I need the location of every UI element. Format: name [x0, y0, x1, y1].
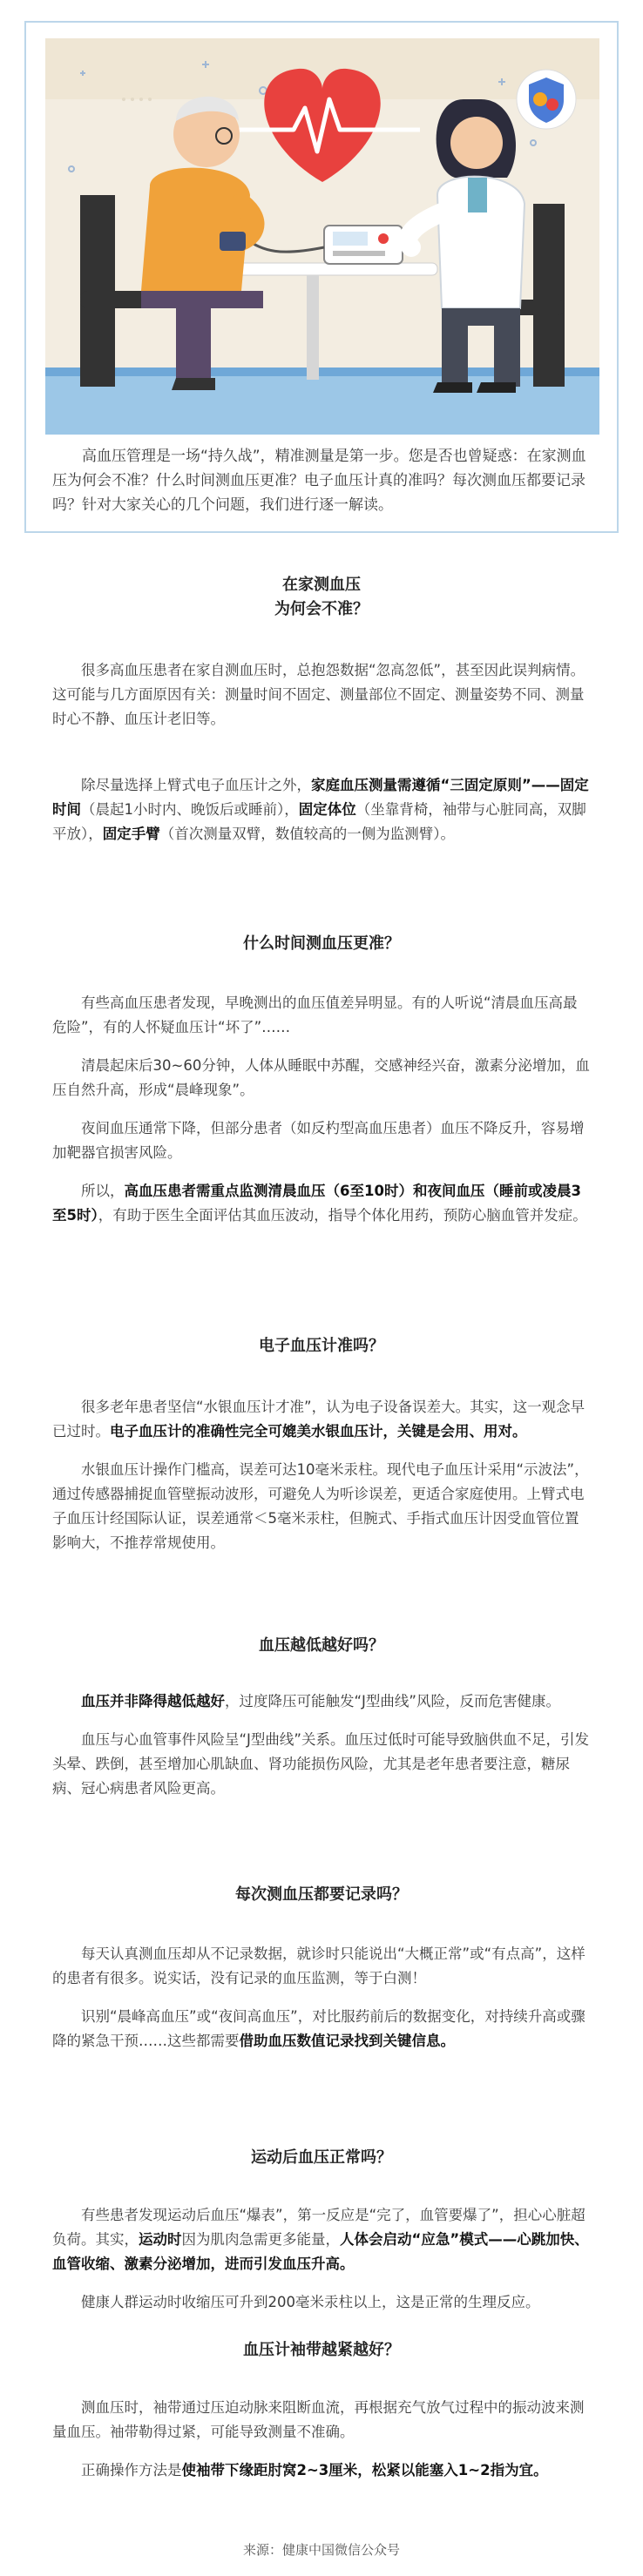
shield-badge-icon [517, 70, 576, 129]
blood-pressure-monitor [324, 226, 403, 264]
emphasis-text: 电子血压计的准确性完全可媲美水银血压计，关键是会用、用对。 [110, 1423, 527, 1440]
paragraph [52, 1179, 591, 1228]
section-5 [52, 1883, 591, 2053]
paragraph [52, 1395, 591, 1444]
paragraph [52, 1689, 591, 1714]
paragraph [52, 1116, 591, 1165]
intro-text: 高血压管理是一场“持久战”，精准测量是第一步。您是否也曾疑惑：在家测血压为何会不准？什么时间测血压更准？电子血压计真的准吗？每次测血压都要记录吗？针对大家关心的几个问题，我们进行逐一解读。 [52, 448, 586, 514]
section-7 [52, 2338, 591, 2483]
text-run: 有些高血压患者发现，早晚测出的血压值差异明显。有的人听说“清晨血压高最危险”，有的人怀疑血压计“坏了”…… [52, 995, 578, 1035]
paragraph [52, 658, 591, 732]
emphasis-text: 使袖带下缘距肘窝2~3厘米，松紧以能塞入1~2指为宜。 [181, 2462, 548, 2478]
paragraph [52, 2203, 591, 2276]
text-run: 正确操作方法是 [81, 2462, 182, 2478]
section-title: 血压越低越好吗？ [259, 1636, 384, 1655]
section-4 [52, 1634, 591, 1801]
text-run: 血压与心血管事件风险呈“J型曲线”关系。血压过低时可能导致脑供血不足，引发头晕、跌倒，甚至增加心肌缺血、肾功能损伤风险，尤其是老年患者要注意，糖尿病、冠心病患者风险更高。 [52, 1731, 589, 1797]
text-run: 所以， [81, 1183, 125, 1199]
text-run: ，过度降压可能触发“J型曲线”风险，反而危害健康。 [225, 1693, 560, 1709]
paragraph [52, 2005, 591, 2053]
text-run: 测血压时，袖带通过压迫动脉来阻断血流，再根据充气放气过程中的振动波来测量血压。袖带勒得过紧，可能导致测量不准确。 [52, 2399, 585, 2440]
hero-illustration [45, 38, 599, 435]
text-run: 健康人群运动时收缩压可升到200毫米汞柱以上，这是正常的生理反应。 [81, 2294, 540, 2310]
doctor-patient-illustration [45, 38, 599, 435]
intro-card [24, 21, 619, 533]
section-title: 电子血压计准吗？ [259, 1337, 384, 1355]
paragraph [52, 2396, 591, 2445]
section-title: 什么时间测血压更准？ [243, 934, 400, 953]
text-run: （坐靠背椅，袖带与心脏同高，双脚平放）， [52, 801, 586, 842]
text-run: ，有助于医生全面评估其血压波动，指导个体化用药，预防心脑血管并发症。 [98, 1207, 587, 1224]
paragraph [52, 991, 591, 1040]
text-run: 很多高血压患者在家自测血压时，总抱怨数据“忽高忽低”，甚至因此误判病情。这可能与几方面原因有关：测量时间不固定、测量部位不固定、测量姿势不同、测量时心不静、血压计老旧等。 [52, 662, 585, 727]
emphasis-text: 家庭血压测量需遵循“三固定原则”——固定时间 [52, 777, 589, 818]
section-6 [52, 2146, 591, 2315]
section-title: 每次测血压都要记录吗？ [235, 1885, 408, 1904]
section-3 [52, 1334, 591, 1555]
emphasis-text: 血压并非降得越低越好 [81, 1693, 225, 1709]
text-run: （晨起1小时内、晚饭后或睡前）， [81, 801, 299, 818]
section-2 [52, 932, 591, 1228]
paragraph [52, 2458, 591, 2483]
source-footer: 来源：健康中国微信公众号 [242, 2542, 400, 2558]
text-run: （首次测量双臂，数值较高的一侧为监测臂）。 [159, 826, 455, 842]
paragraph [52, 2290, 591, 2315]
section-1 [52, 573, 591, 846]
emphasis-text: 借助血压数值记录找到关键信息。 [239, 2033, 455, 2049]
paragraph [52, 773, 591, 846]
text-run: 识别“晨峰高血压”或“夜间高血压”，对比服药前后的数据变化，对持续升高或骤降的紧急干预……这些都需要 [52, 2008, 585, 2049]
section-title: 在家测血压 为何会不准？ [274, 576, 369, 618]
text-run: 清晨起床后30~60分钟，人体从睡眠中苏醒，交感神经兴奋，激素分泌增加，血压自然升高，形成“晨峰现象”。 [52, 1057, 590, 1098]
paragraph [52, 1728, 591, 1801]
emphasis-text: 高血压患者需重点监测清晨血压（6至10时）和夜间血压（睡前或凌晨3至5时） [52, 1183, 581, 1224]
text-run: 因为肌肉急需更多能量， [181, 2231, 340, 2248]
text-run: 除尽量选择上臂式电子血压计之外， [81, 777, 311, 793]
text-run: 有些患者发现运动后血压“爆表”，第一反应是“完了，血管要爆了”，担心心脏超负荷。其实， [52, 2207, 585, 2248]
section-title: 血压计袖带越紧越好？ [243, 2341, 400, 2359]
text-run: 水银血压计操作门槛高，误差可达10毫米汞柱。现代电子血压计采用“示波法”，通过传感器捕捉血管壁振动波形，可避免人为听诊误差，更适合家庭使用。上臂式电子血压计经国际认证，误差通常＜5毫米汞柱，但腕式、手指式血压计因受血管位置影响大，不推荐常规使用。 [52, 1461, 589, 1551]
text-run: 夜间血压通常下降，但部分患者（如反杓型高血压患者）血压不降反升，容易增加靶器官损害风险。 [52, 1120, 585, 1161]
paragraph [52, 1458, 591, 1555]
emphasis-text: 人体会启动“应急”模式——心跳加快、血管收缩、激素分泌增加，进而引发血压升高。 [52, 2231, 589, 2272]
emphasis-text: 固定手臂 [102, 826, 160, 842]
text-run: 每天认真测血压却从不记录数据，就诊时只能说出“大概正常”或“有点高”，这样的患者有很多。说实话，没有记录的血压监测，等于白测！ [52, 1945, 585, 1986]
paragraph [52, 1942, 591, 1991]
section-title: 运动后血压正常吗？ [251, 2148, 392, 2167]
emphasis-text: 运动时 [139, 2231, 182, 2248]
text-run: 很多老年患者坚信“水银血压计才准”，认为电子设备误差大。其实，这一观念早已过时。 [52, 1399, 585, 1440]
paragraph [52, 1054, 591, 1103]
emphasis-text: 固定体位 [298, 801, 356, 818]
